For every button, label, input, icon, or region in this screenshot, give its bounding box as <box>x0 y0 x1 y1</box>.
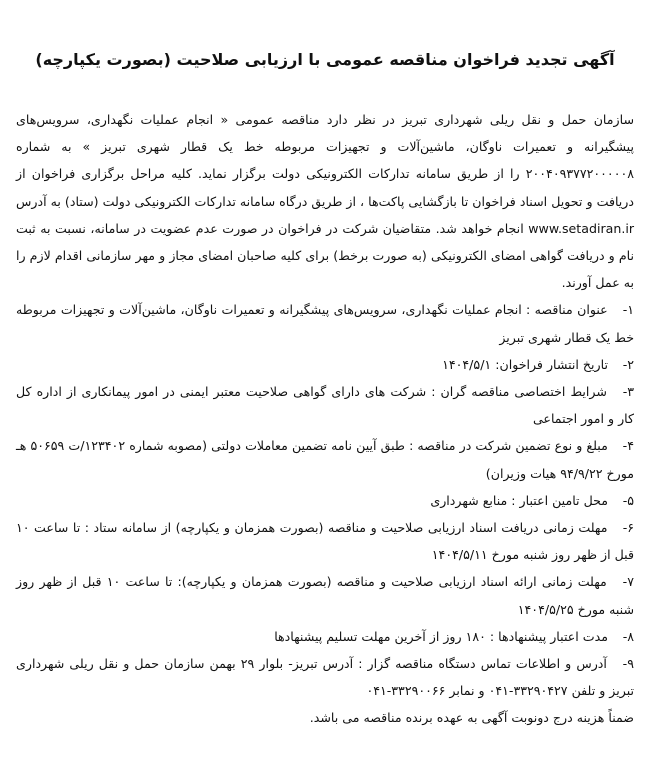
item-text: مهلت زمانی دریافت اسناد ارزیابی صلاحیت و مناقصه (بصورت همزمان و یکپارچه) از سامانه ستاد : تا ساعت ۱۰ قبل از ظهر روز شنبه مورخ ۱۴۰۴/۵/۱۱ <box>16 520 634 563</box>
item-number: ۳- <box>622 384 634 400</box>
list-item-5 <box>16 487 634 514</box>
notice-title: آگهی تجدید فراخوان مناقصه عمومی با ارزیابی صلاحیت (بصورت یکپارچه) <box>35 50 615 69</box>
notice-footer: ضمناً هزینه درج دونوبت آگهی به عهده برنده مناقصه می باشد. <box>309 710 634 726</box>
item-text: محل تامین اعتبار : منابع شهرداری <box>430 492 608 508</box>
list-item-8 <box>16 623 634 650</box>
list-item-4 <box>16 432 634 486</box>
item-number: ۴- <box>622 438 634 454</box>
list-item-9 <box>16 650 634 704</box>
item-number: ۸- <box>622 628 634 644</box>
list-item-6 <box>16 514 634 568</box>
item-text: آدرس و اطلاعات تماس دستگاه مناقصه گزار : آدرس تبریز- بلوار ۲۹ بهمن سازمان حمل و نقل ریلی شهرداری تبریز و تلفن ۳۳۲۹۰۴۲۷-۰۴۱ و نمابر ۳۳۲۹۰۰۶۶-۰۴۱ <box>16 656 634 699</box>
list-item-3 <box>16 378 634 432</box>
list-item-7 <box>16 568 634 622</box>
item-number: ۷- <box>622 574 634 590</box>
notice-intro: سازمان حمل و نقل ریلی شهرداری تبریز در نظر دارد مناقصه عمومی « انجام عملیات نگهداری، سرویس‌های پیشگیرانه و تعمیرات ناوگان، ماشین‌آلات و تجهیزات مربوطه خط یک قطار شهری تبریز » به شماره ۲۰۰۴۰۹۳۷۷۲۰۰۰۰۰۸ را از طریق سامانه تدارکات الکترونیکی دولت برگزار نماید. کلیه مراحل برگزاری فراخوان از دریافت و تحویل اسناد فراخوان تا بازگشایی پاکت‌ها ، از طریق درگاه سامانه تدارکات الکترونیکی دولت (ستاد) به آدرس www.setadiran.ir انجام خواهد شد. متقاضیان شرکت در فراخوان در صورت عدم عضویت در سامانه، نسبت به ثبت نام و دریافت گواهی امضای الکترونیکی (به صورت برخط) برای کلیه صاحبان امضای مجاز و مهر سازمانی اقدام لازم را به عمل آورند. <box>16 112 634 291</box>
item-number: ۵- <box>622 492 634 508</box>
item-text: مهلت زمانی ارائه اسناد ارزیابی صلاحیت و مناقصه (بصورت همزمان و یکپارچه): تا ساعت ۱۰ قبل از ظهر روز شنبه مورخ ۱۴۰۴/۵/۲۵ <box>16 574 634 617</box>
item-text: تاریخ انتشار فراخوان: ۱۴۰۴/۵/۱ <box>442 356 608 372</box>
item-text: مدت اعتبار پیشنهادها : ۱۸۰ روز از آخرین مهلت تسلیم پیشنهادها <box>274 628 608 644</box>
list-item-2 <box>16 351 634 378</box>
list-item-1 <box>16 296 634 350</box>
item-text: مبلغ و نوع تضمین شرکت در مناقصه : طبق آیین نامه تضمین معاملات دولتی (مصوبه شماره ۱۲۳۴۰۲/ت ۵۰۶۵۹ هـ مورخ ۹۴/۹/۲۲ هیات وزیران) <box>16 438 634 481</box>
item-number: ۲- <box>622 356 634 372</box>
item-text: شرایط اختصاصی مناقصه گران : شرکت های دارای گواهی صلاحیت معتبر ایمنی در امور پیمانکاری از اداره کل کار و امور اجتماعی <box>16 384 634 427</box>
item-number: ۱- <box>622 302 634 318</box>
item-text: عنوان مناقصه : انجام عملیات نگهداری، سرویس‌های پیشگیرانه و تعمیرات ناوگان، ماشین‌آلات و تجهیزات مربوطه خط یک قطار شهری تبریز <box>16 302 634 345</box>
item-number: ۹- <box>622 656 634 672</box>
item-number: ۶- <box>622 520 634 536</box>
